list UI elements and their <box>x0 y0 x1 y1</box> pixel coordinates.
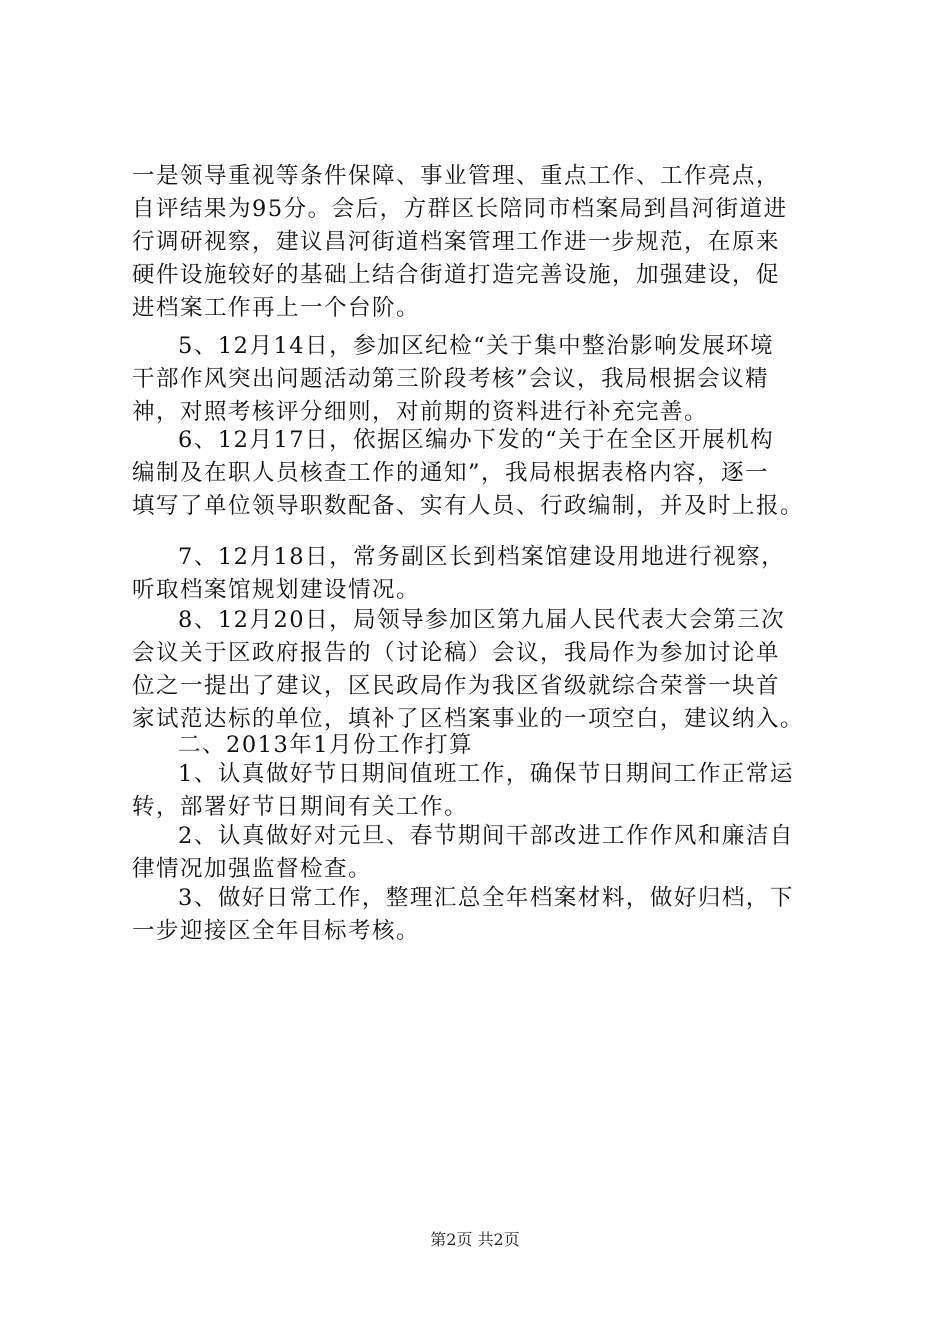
paragraph-plan-1 <box>132 758 832 824</box>
text-line: 6、12月17日，依据区编办下发的“关于在全区开展机构 <box>178 427 775 453</box>
text-line: 8、12月20日，局领导参加区第九届人民代表大会第三次 <box>178 607 786 633</box>
text-line: 7、12月18日，常务副区长到档案馆建设用地进行视察， <box>178 544 786 570</box>
text-line: 家试范达标的单位，填补了区档案事业的一项空白，建议纳入。 <box>132 706 805 732</box>
text-line: 一是领导重视等条件保障、事业管理、重点工作、工作亮点， <box>132 163 781 189</box>
paragraph-item-8 <box>132 604 832 736</box>
paragraph-intro <box>132 160 832 325</box>
text-line: 5、12月14日，参加区纪检“关于集中整治影响发展环境 <box>178 333 775 359</box>
text-line: 编制及在职人员核查工作的通知”，我局根据表格内容，逐一 <box>132 460 770 486</box>
text-line: 1、认真做好节日期间值班工作，确保节日期间工作正常运 <box>178 761 794 787</box>
text-line: 硬件设施较好的基础上结合街道打造完善设施，加强建设，促 <box>132 262 781 288</box>
text-line: 进档案工作再上一个台阶。 <box>132 295 421 321</box>
text-line: 位之一提出了建议，区民政局作为我区省级就综合荣誉一块首 <box>132 673 781 699</box>
page-footer <box>0 1230 950 1250</box>
text-line: 会议关于区政府报告的（讨论稿）会议，我局作为参加讨论单 <box>132 640 781 666</box>
text-line: 行调研视察，建议昌河街道档案管理工作进一步规范，在原来 <box>132 229 781 255</box>
paragraph-plan-2 <box>132 820 832 886</box>
text-line: 一步迎接区全年目标考核。 <box>132 918 421 944</box>
text-line: 自评结果为95分。会后，方群区长陪同市档案局到昌河街道进 <box>132 196 788 222</box>
text-line: 3、做好日常工作，整理汇总全年档案材料，做好归档，下 <box>178 885 794 911</box>
text-line: 填写了单位领导职数配备、实有人员、行政编制，并及时上报。 <box>132 493 805 519</box>
text-line: 听取档案馆规划建设情况。 <box>132 577 421 603</box>
text-line: 神，对照考核评分细则，对前期的资料进行补充完善。 <box>132 399 709 425</box>
paragraph-item-7 <box>132 541 832 607</box>
section-title: 二、2013年1月份工作打算 <box>178 732 474 758</box>
paragraph-plan-3 <box>132 882 832 948</box>
text-line: 律情况加强监督检查。 <box>132 856 373 882</box>
paragraph-item-5 <box>132 330 832 429</box>
text-line: 转，部署好节日期间有关工作。 <box>132 794 469 820</box>
text-line: 2、认真做好对元旦、春节期间干部改进工作作风和廉洁自 <box>178 823 794 849</box>
page-number: 第2页 共2页 <box>430 1230 520 1249</box>
paragraph-item-6 <box>132 424 832 523</box>
text-line: 干部作风突出问题活动第三阶段考核”会议，我局根据会议精 <box>132 366 770 392</box>
